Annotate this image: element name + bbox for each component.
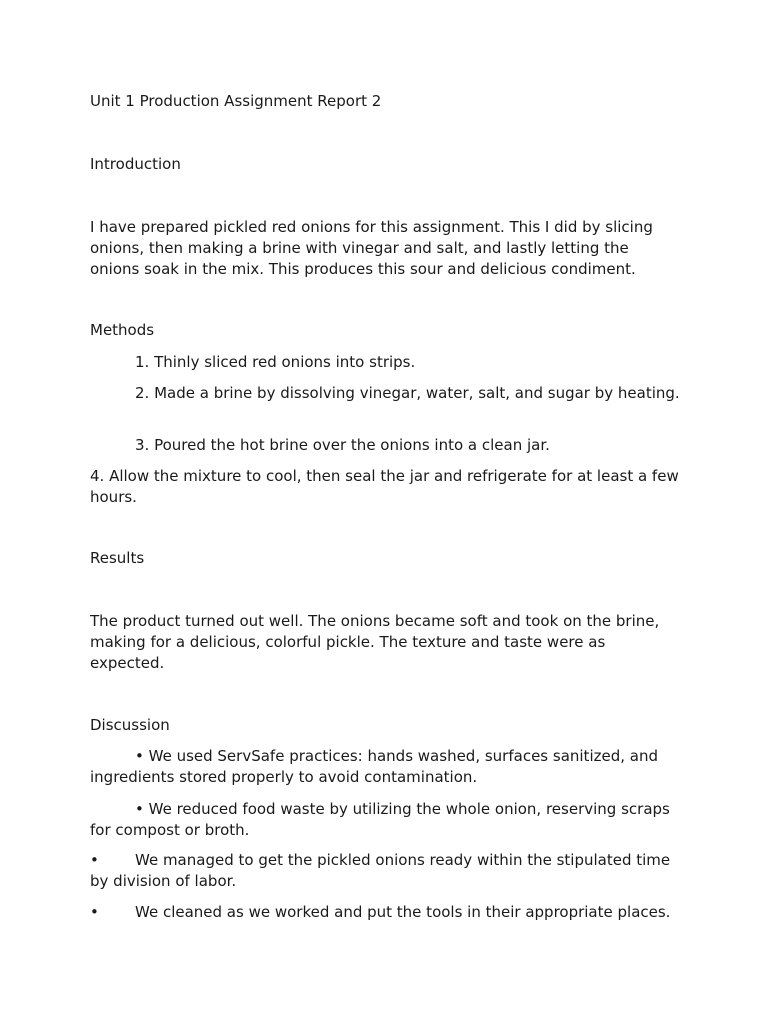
- bullet-icon: •: [90, 903, 99, 921]
- document-title: Unit 1 Production Assignment Report 2: [90, 92, 382, 110]
- introduction-heading: Introduction: [90, 155, 181, 173]
- discussion-point: We managed to get the pickled onions ready within the stipulated time by division of labor.: [90, 851, 671, 890]
- results-heading: Results: [90, 549, 145, 567]
- methods-heading: Methods: [90, 321, 155, 339]
- discussion-point: We cleaned as we worked and put the tools in their appropriate places.: [135, 903, 671, 921]
- discussion-point: • We reduced food waste by utilizing the whole onion, reserving scraps for compost or broth.: [90, 800, 670, 839]
- introduction-paragraph: I have prepared pickled red onions for this assignment. This I did by slicing onions, then making a brine with vinegar and salt, and lastly letting the onions soak in the mix. This produces this sour and delicious condiment.: [90, 218, 653, 278]
- bullet-icon: •: [90, 851, 99, 869]
- methods-step: 4. Allow the mixture to cool, then seal the jar and refrigerate for at least a few hours.: [90, 467, 679, 506]
- results-paragraph: The product turned out well. The onions became soft and took on the brine, making for a delicious, colorful pickle. The texture and taste were as expected.: [90, 612, 660, 672]
- methods-step: 1. Thinly sliced red onions into strips.: [135, 353, 416, 371]
- discussion-bullet-item: [90, 902, 680, 923]
- discussion-point: • We used ServSafe practices: hands washed, surfaces sanitized, and ingredients stored properly to avoid contamination.: [90, 747, 658, 786]
- methods-step: 3. Poured the hot brine over the onions into a clean jar.: [135, 436, 550, 454]
- discussion-bullet-item: [90, 850, 680, 892]
- discussion-heading: Discussion: [90, 716, 170, 734]
- methods-step: 2. Made a brine by dissolving vinegar, water, salt, and sugar by heating.: [135, 384, 680, 402]
- document-page: [90, 0, 680, 1024]
